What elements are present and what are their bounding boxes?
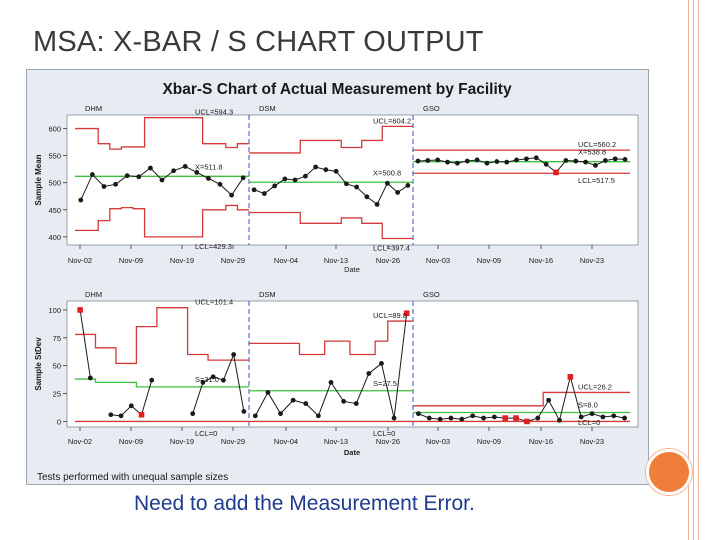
s-chart-ytick-label: 50 <box>52 361 61 371</box>
s-chart-dhm-data-point <box>231 352 236 357</box>
s-chart-gso-data-point <box>611 413 616 418</box>
xbar-chart-xtick-label: Nov-19 <box>169 256 195 265</box>
xbar-chart-gso-phase-label: GSO <box>423 104 440 113</box>
xbar-chart-xtick-label: Nov-03 <box>425 256 451 265</box>
s-chart-xtick-label: Nov-13 <box>323 437 349 446</box>
slide-footnote: Need to add the Measurement Error. <box>134 492 475 515</box>
xbar-chart-gso-data-point <box>425 158 430 163</box>
figure-title: Xbar-S Chart of Actual Measurement by Facility <box>162 81 512 98</box>
s-chart-gso-phase-label: GSO <box>423 290 440 299</box>
s-chart-gso-data-point <box>416 411 421 416</box>
s-chart-dsm-data-point <box>278 411 283 416</box>
xbar-chart-dhm-data-point <box>160 178 165 183</box>
xbar-chart-gso-data-point <box>445 160 450 165</box>
s-chart-xtick-label: Nov-23 <box>579 437 605 446</box>
xbar-chart-dsm-data-point <box>313 165 318 170</box>
figure-note: Tests performed with unequal sample sizes <box>37 472 229 483</box>
xbar-chart-gso-data-point <box>623 157 628 162</box>
s-chart-gso-data-point <box>470 413 475 418</box>
s-chart-dhm-data-point <box>190 411 195 416</box>
xbar-chart-gso-data-point <box>583 160 588 165</box>
xbar-chart-dhm-data-point <box>241 175 246 180</box>
xbar-chart-xlabel: Date <box>344 265 360 274</box>
xbar-chart-gso-flagged-point <box>553 170 559 176</box>
xbar-chart-dhm-data-point <box>78 198 83 203</box>
xbar-chart-xtick-label: Nov-04 <box>273 256 299 265</box>
xbar-chart-dhm-data-point <box>148 166 153 171</box>
xbar-chart-dsm-data-point <box>405 183 410 188</box>
xbar-chart-dhm-data-point <box>136 174 141 179</box>
xbar-chart-gso-data-point <box>485 161 490 166</box>
s-chart-ytick-label: 0 <box>56 417 61 427</box>
xbar-chart-gso-data-point <box>544 162 549 167</box>
s-chart-gso-data-point <box>622 416 627 421</box>
xbar-chart-gso-lcl-label: LCL=517.5 <box>578 176 615 186</box>
s-chart-gso-flagged-point <box>568 374 574 380</box>
s-chart-dhm-center-label: S=31.0 <box>195 374 219 384</box>
s-chart-dsm-data-point <box>341 399 346 404</box>
xbar-chart-xtick-label: Nov-23 <box>579 256 605 265</box>
xbar-chart-dsm-data-point <box>344 181 349 186</box>
s-chart-dhm-data-point <box>108 412 113 417</box>
xbar-chart-dhm-data-point <box>183 164 188 169</box>
xbar-chart-gso-data-point <box>534 155 539 160</box>
s-chart-gso-data-point <box>590 411 595 416</box>
s-chart-dsm-phase-label: DSM <box>259 290 276 299</box>
s-chart-gso-data-point <box>481 416 486 421</box>
xbar-chart-ytick-label: 600 <box>48 124 61 134</box>
xbar-chart-gso-center-label: X=538.8 <box>578 147 607 157</box>
xbar-chart-plot-area <box>67 115 638 245</box>
s-chart-dhm-phase-label: DHM <box>85 290 103 299</box>
xbar-chart-dhm-data-point <box>125 173 130 178</box>
s-chart-gso-data-point <box>535 416 540 421</box>
s-chart-xtick-label: Nov-03 <box>425 437 451 446</box>
xbar-chart-gso-data-point <box>465 159 470 164</box>
s-chart-dsm-data-point <box>316 413 321 418</box>
s-chart-xtick-label: Nov-09 <box>118 437 144 446</box>
xbar-chart-dhm-ucl-label: UCL=594.3 <box>195 107 234 117</box>
xbar-chart-gso-data-point <box>494 159 499 164</box>
xbar-chart-dsm-ucl-label: UCL=604.2 <box>373 116 412 126</box>
xbar-chart-dhm-data-point <box>218 182 223 187</box>
xbar-chart-dsm-data-point <box>354 185 359 190</box>
s-chart-dhm-data-point <box>129 403 134 408</box>
s-chart-ytick-label: 75 <box>52 333 61 343</box>
xbar-chart-xtick-label: Nov-29 <box>220 256 246 265</box>
s-chart-ytick-label: 25 <box>52 389 61 399</box>
xbar-s-chart-figure <box>26 69 649 485</box>
xbar-chart-dhm-data-point <box>229 193 234 198</box>
xbar-chart-ytick-label: 550 <box>48 151 61 161</box>
s-chart-xlabel: Date <box>343 448 361 457</box>
xbar-chart-dhm-center-label: X=511.8 <box>195 162 223 172</box>
s-chart-gso-flagged-point <box>513 415 519 421</box>
s-chart-gso-data-point <box>546 398 551 403</box>
xbar-chart-gso-ucl-label: UCL=560.2 <box>578 140 617 150</box>
s-chart-gso-data-point <box>557 418 562 423</box>
xbar-chart-xtick-label: Nov-09 <box>118 256 144 265</box>
xbar-chart-gso-data-point <box>416 159 421 164</box>
s-chart-ylabel: Sample StDev <box>34 337 43 391</box>
xbar-chart-dsm-data-point <box>364 194 369 199</box>
xbar-chart-gso-data-point <box>524 156 529 161</box>
s-chart-dsm-data-point <box>392 416 397 421</box>
s-chart-gso-data-point <box>459 417 464 422</box>
xbar-chart-ytick-label: 450 <box>48 205 61 215</box>
s-chart-gso-flagged-point <box>524 419 530 425</box>
xbar-chart-dsm-data-point <box>252 187 257 192</box>
xbar-chart-dsm-data-point <box>303 174 308 179</box>
s-chart-dhm-flagged-point <box>77 307 83 313</box>
xbar-chart-gso-data-point <box>613 156 618 161</box>
xbar-chart-xtick-label: Nov-13 <box>323 256 349 265</box>
xbar-chart-dhm-data-point <box>102 184 107 189</box>
xbar-chart-xtick-label: Nov-16 <box>528 256 554 265</box>
xbar-chart-ytick-label: 400 <box>48 232 61 242</box>
s-chart-dsm-center-label: S=27.5 <box>373 378 397 388</box>
slide-title: MSA: X-BAR / S CHART OUTPUT <box>33 26 484 58</box>
xbar-chart-xtick-label: Nov-26 <box>375 256 401 265</box>
s-chart-dsm-data-point <box>354 401 359 406</box>
xbar-chart-dsm-phase-label: DSM <box>259 104 276 113</box>
s-chart-dhm-data-point <box>149 378 154 383</box>
xbar-chart-dsm-data-point <box>272 184 277 189</box>
xbar-chart-gso-data-point <box>475 158 480 163</box>
s-chart-dhm-data-point <box>241 409 246 414</box>
xbar-chart-gso-data-point <box>563 158 568 163</box>
s-chart-dhm-flagged-point <box>139 412 145 418</box>
s-chart-xtick-label: Nov-04 <box>273 437 299 446</box>
s-chart-dsm-data-point <box>266 390 271 395</box>
xbar-chart-gso-data-point <box>504 160 509 165</box>
xbar-chart-dsm-data-point <box>323 167 328 172</box>
xbar-chart-dsm-data-point <box>262 191 267 196</box>
xbar-chart-dsm-data-point <box>282 177 287 182</box>
s-chart-xtick-label: Nov-09 <box>476 437 502 446</box>
s-chart-ytick-label: 100 <box>48 305 61 315</box>
xbar-chart-dhm-lcl-label: LCL=429.3 <box>195 241 232 251</box>
xbar-chart-gso-data-point <box>603 158 608 163</box>
xbar-chart-dsm-data-point <box>395 190 400 195</box>
xbar-chart-dhm-data-point <box>171 168 176 173</box>
xbar-chart-xtick-label: Nov-02 <box>67 256 93 265</box>
xbar-chart-dsm-data-point <box>375 202 380 207</box>
xbar-chart-gso-data-point <box>593 163 598 168</box>
s-chart-dsm-data-point <box>253 413 258 418</box>
s-chart-dsm-ucl-label: UCL=89.8 <box>373 311 407 321</box>
s-chart-dsm-data-point <box>303 401 308 406</box>
s-chart-gso-data-point <box>427 416 432 421</box>
s-chart-dsm-lcl-label: LCL=0 <box>373 429 396 438</box>
decorative-border-lines <box>688 0 700 540</box>
xbar-chart-dhm-data-point <box>206 176 211 181</box>
s-chart-dhm-lcl-label: LCL=0 <box>195 429 218 438</box>
s-chart-dsm-data-point <box>379 361 384 366</box>
s-chart-dhm-ucl-label: UCL=101.4 <box>195 297 234 307</box>
xbar-chart-dhm-data-point <box>90 172 95 177</box>
xbar-chart-gso-data-point <box>573 159 578 164</box>
s-chart-dhm-data-point <box>88 376 93 381</box>
xbar-chart-dsm-data-point <box>334 169 339 174</box>
xbar-chart-gso-data-point <box>435 158 440 163</box>
s-chart-gso-data-point <box>492 415 497 420</box>
s-chart-xtick-label: Nov-29 <box>220 437 246 446</box>
s-chart-gso-data-point <box>449 416 454 421</box>
s-chart-dsm-data-point <box>329 380 334 385</box>
xbar-chart-dhm-data-point <box>113 182 118 187</box>
s-chart-gso-data-point <box>438 417 443 422</box>
decorative-orange-circle <box>646 449 692 495</box>
s-chart-gso-flagged-point <box>502 415 508 421</box>
s-chart-dsm-data-point <box>366 371 371 376</box>
s-chart-gso-center-label: S=8.0 <box>578 400 598 410</box>
xbar-chart-dsm-center-label: X=500.8 <box>373 168 402 178</box>
xbar-chart-xtick-label: Nov-09 <box>476 256 502 265</box>
xbar-chart-gso-data-point <box>455 161 460 166</box>
s-chart-xtick-label: Nov-02 <box>67 437 93 446</box>
xbar-chart-dsm-data-point <box>385 181 390 186</box>
xbar-chart-gso-data-point <box>514 158 519 163</box>
s-chart-gso-ucl-label: UCL=26.2 <box>578 382 612 392</box>
xbar-chart-dsm-data-point <box>293 178 298 183</box>
s-chart-xtick-label: Nov-26 <box>375 437 401 446</box>
s-chart-xtick-label: Nov-19 <box>169 437 195 446</box>
xbar-chart-ylabel: Sample Mean <box>34 154 43 206</box>
s-chart-gso-lcl-label: LCL=0 <box>578 418 601 427</box>
xbar-chart-ytick-label: 500 <box>48 178 61 188</box>
s-chart-dsm-data-point <box>291 398 296 403</box>
s-chart-dhm-data-point <box>221 378 226 383</box>
xbar-chart-dhm-phase-label: DHM <box>85 104 103 113</box>
s-chart-dhm-data-point <box>119 413 124 418</box>
xbar-s-chart-svg <box>27 70 648 484</box>
xbar-chart-dsm-lcl-label: LCL=397.4 <box>373 243 410 253</box>
s-chart-xtick-label: Nov-16 <box>528 437 554 446</box>
s-chart-gso-data-point <box>600 415 605 420</box>
